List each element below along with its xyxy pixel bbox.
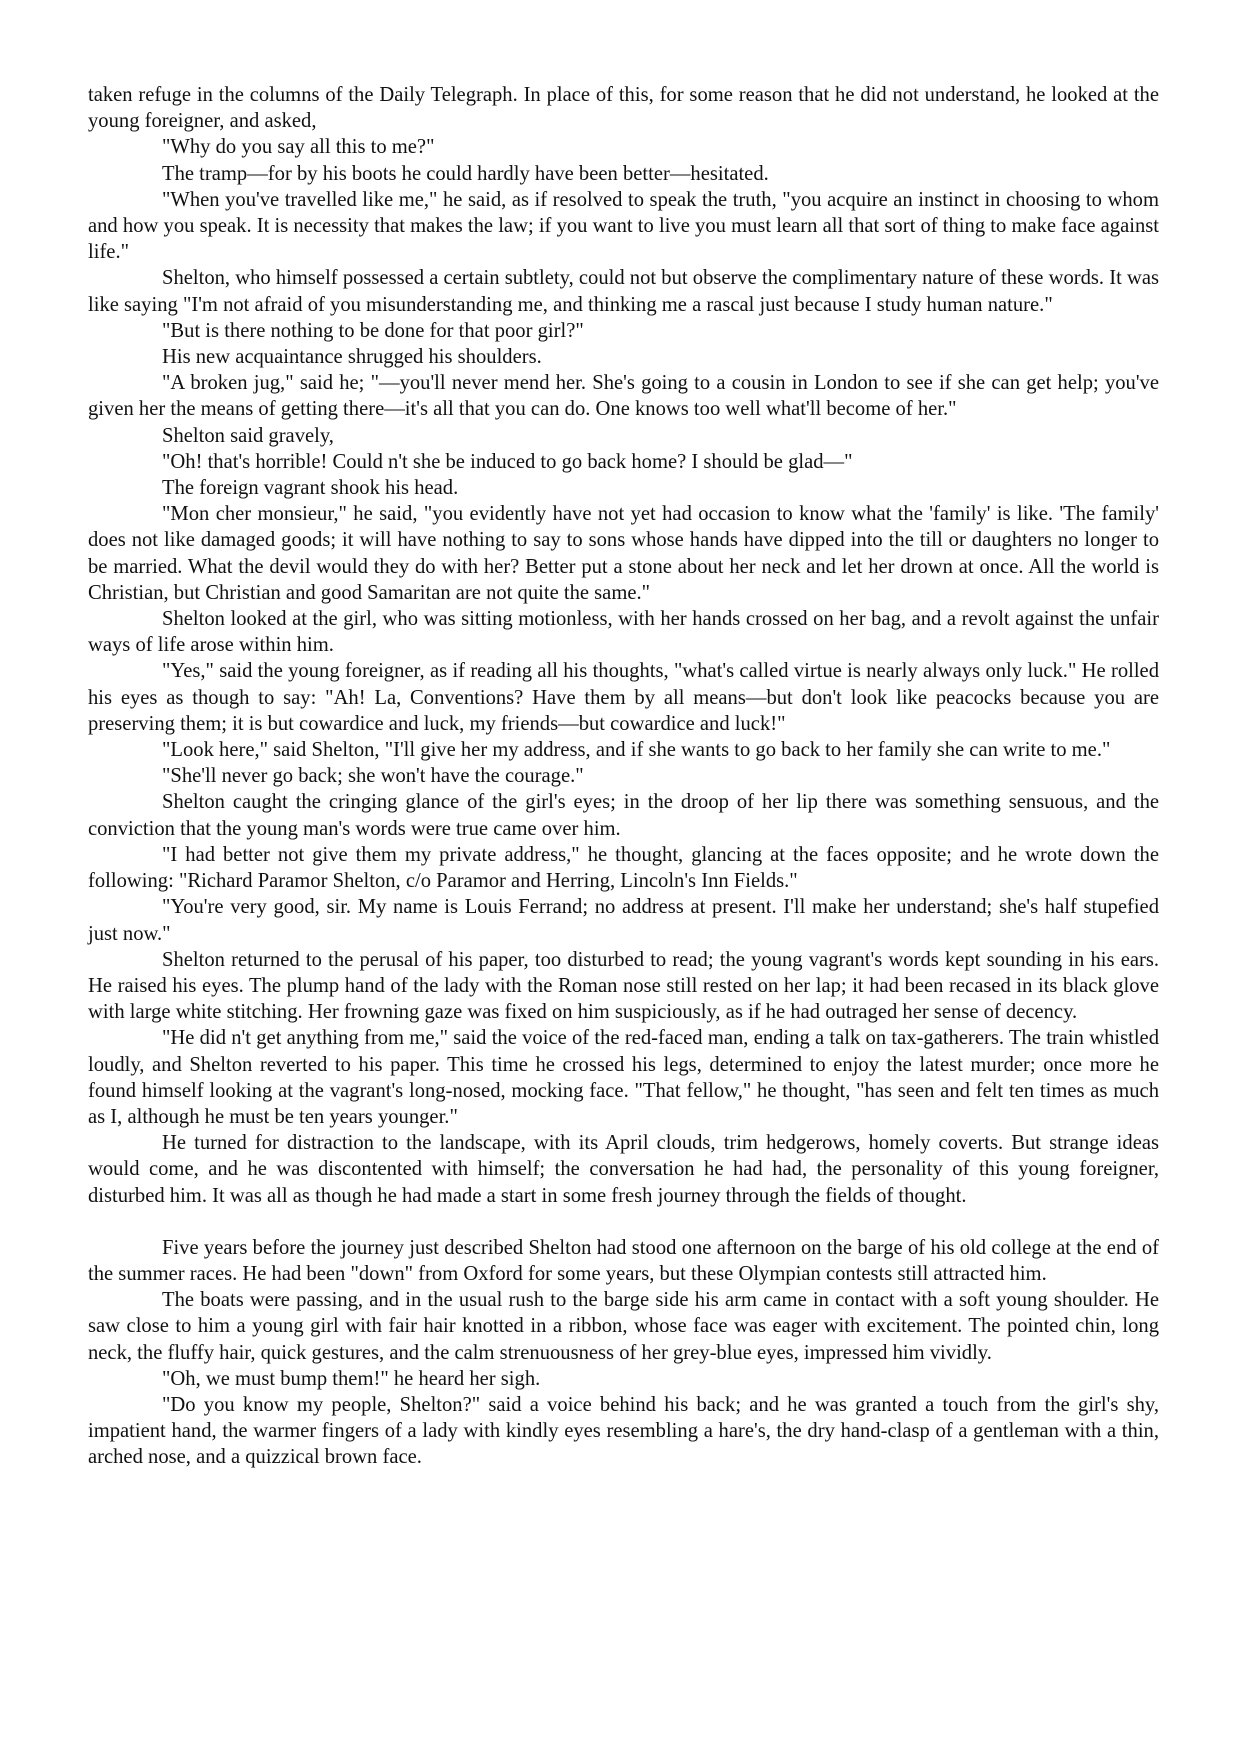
paragraph: The foreign vagrant shook his head.: [162, 477, 459, 500]
paragraph: "Look here," said Shelton, "I'll give her my address, and if she wants to go back to her family she can write to me.": [162, 739, 1111, 762]
paragraph: Shelton returned to the perusal of his paper, too disturbed to read; the young vagrant's words kept sounding in his ears. He raised his eyes. The plump hand of the lady with the Roman nose still rested on her lap; it had been recased in its black glove with large white stitching. Her frowning gaze was fixed on him suspiciously, as if he had outraged her sense of decency.: [88, 948, 1159, 1024]
paragraph: Shelton looked at the girl, who was sitting motionless, with her hands crossed on her bag, and a revolt against the unfair ways of life arose within him.: [88, 608, 1159, 657]
paragraph: Shelton caught the cringing glance of the girl's eyes; in the droop of her lip there was something sensuous, and the conviction that the young man's words were true came over him.: [88, 791, 1159, 840]
paragraph: The tramp—for by his boots he could hardly have been better—hesitated.: [162, 162, 769, 185]
paragraph: "Why do you say all this to me?": [162, 136, 435, 159]
paragraph: "Mon cher monsieur," he said, "you evidently have not yet had occasion to know what the 'family' is like. 'The family' does not like damaged goods; it will have nothing to say to sons whose hands have dipped into the till or daughters no longer to be married. What the devil would they do with her? Better put a stone about her neck and let her drown at once. All the world is Christian, but Christian and good Samaritan are not quite the same.": [88, 503, 1159, 604]
paragraph: "Oh, we must bump them!" he heard her sigh.: [162, 1367, 541, 1390]
paragraph: "When you've travelled like me," he said, as if resolved to speak the truth, "you acquire an instinct in choosing to whom and how you speak. It is necessity that makes the law; if you want to live you must learn all that sort of thing to make face against life.": [88, 188, 1159, 264]
paragraph: "You're very good, sir. My name is Louis Ferrand; no address at present. I'll make her understand; she's half stupefied just now.": [88, 896, 1159, 945]
paragraph: "She'll never go back; she won't have the courage.": [162, 765, 584, 788]
paragraph-continuation: taken refuge in the columns of the Daily Telegraph. In place of this, for some reason that he did not understand, he looked at the young foreigner, and asked,: [88, 84, 1159, 133]
paragraph: "A broken jug," said he; "—you'll never mend her. She's going to a cousin in London to see if she can get help; you've given her the means of getting there—it's all that you can do. One knows too well what'll become of her.": [88, 372, 1159, 421]
paragraph: The boats were passing, and in the usual rush to the barge side his arm came in contact with a soft young shoulder. He saw close to him a young girl with fair hair knotted in a ribbon, whose face was eager with excitement. The pointed chin, long neck, the fluffy hair, quick gestures, and the calm strenuousness of her grey-blue eyes, impressed him vividly.: [88, 1289, 1159, 1364]
paragraph: "He did n't get anything from me," said the voice of the red-faced man, ending a talk on tax-gatherers. The train whistled loudly, and Shelton reverted to his paper. This time he crossed his legs, determined to enjoy the latest murder; once more he found himself looking at the vagrant's long-nosed, mocking face. "That fellow," he thought, "has seen and felt ten times as much as I, although he must be ten years younger.": [88, 1027, 1159, 1128]
paragraph: His new acquaintance shrugged his shoulders.: [162, 346, 542, 369]
paragraph: "Oh! that's horrible! Could n't she be induced to go back home? I should be glad—": [162, 450, 853, 473]
paragraph: "Do you know my people, Shelton?" said a voice behind his back; and he was granted a touch from the girl's shy, impatient hand, the warmer fingers of a lady with kindly eyes resembling a hare's, the dry hand-clasp of a gentleman with a thin, arched nose, and a quizzical brown face.: [88, 1393, 1159, 1469]
paragraph: Shelton, who himself possessed a certain subtlety, could not but observe the complimentary nature of these words. It was like saying "I'm not afraid of you misunderstanding me, and thinking me a rascal just because I study human nature.": [88, 267, 1159, 316]
paragraph: He turned for distraction to the landscape, with its April clouds, trim hedgerows, homely coverts. But strange ideas would come, and he was discontented with himself; the conversation he had had, the personality of this young foreigner, disturbed him. It was all as though he had made a start in some fresh journey through the fields of thought.: [88, 1132, 1159, 1207]
paragraph: Shelton said gravely,: [162, 424, 334, 447]
paragraph-section-start: Five years before the journey just described Shelton had stood one afternoon on the barge of his old college at the end of the summer races. He had been "down" from Oxford for some years, but these Olympian contests still attracted him.: [88, 1236, 1159, 1285]
paragraph: "Yes," said the young foreigner, as if reading all his thoughts, "what's called virtue is nearly always only luck." He rolled his eyes as though to say: "Ah! La, Conventions? Have them by all means—but don't look like peacocks because you are preserving them; it is but cowardice and luck, my friends—but cowardice and luck!": [88, 660, 1159, 735]
paragraph: "But is there nothing to be done for that poor girl?": [162, 319, 584, 342]
paragraph: "I had better not give them my private address," he thought, glancing at the faces opposite; and he wrote down the following: "Richard Paramor Shelton, c/o Paramor and Herring, Lincoln's Inn Fields.": [88, 843, 1159, 893]
